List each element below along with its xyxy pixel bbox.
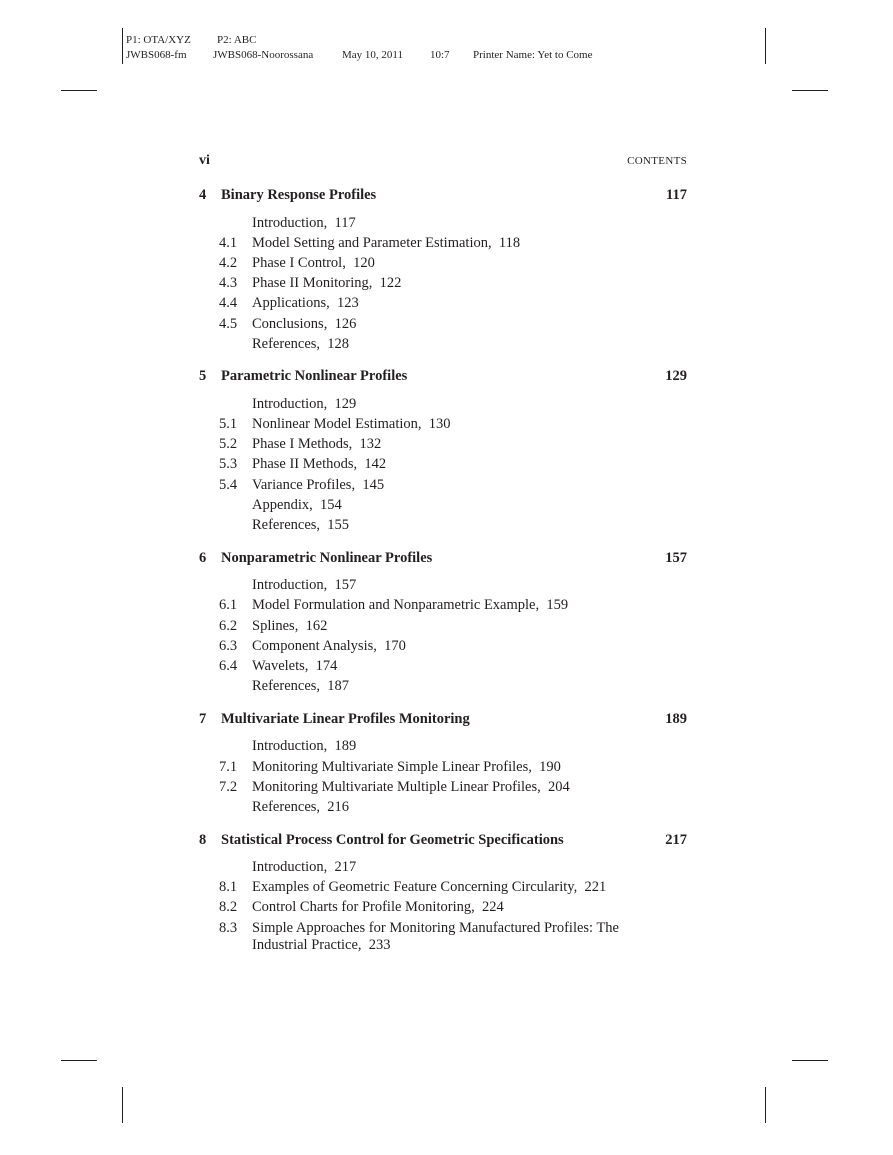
toc-entry[interactable]: [199, 334, 687, 354]
section-title: Introduction, 157: [252, 577, 357, 594]
chapter-page: 189: [665, 710, 687, 727]
section-title: Component Analysis, 170: [252, 637, 406, 654]
toc-entry[interactable]: [199, 677, 687, 697]
toc-entry[interactable]: [199, 455, 687, 475]
slug-file: JWBS068-fm: [126, 49, 187, 61]
slug-time: 10:7: [430, 49, 450, 61]
section-title: Variance Profiles, 145: [252, 476, 385, 493]
chapter-number: 4: [199, 187, 207, 203]
section-number: 5.2: [219, 436, 238, 453]
toc-entry[interactable]: [199, 777, 687, 797]
section-title: Appendix, 154: [252, 496, 342, 513]
chapter-heading[interactable]: [199, 187, 687, 207]
section-number: 5.3: [219, 456, 238, 473]
toc-entry[interactable]: [199, 314, 687, 334]
section-title: Introduction, 189: [252, 738, 357, 755]
slug-printer: Printer Name: Yet to Come: [473, 49, 593, 61]
section-title: Introduction, 217: [252, 859, 357, 876]
section-number: 8.3: [219, 919, 238, 936]
toc-chapter: [199, 832, 687, 956]
chapter-number: 7: [199, 710, 207, 727]
chapter-page: 217: [665, 831, 687, 848]
running-head-section: CONTENTS: [627, 155, 687, 167]
toc-entry[interactable]: [199, 394, 687, 414]
toc-entry[interactable]: [199, 213, 687, 233]
toc-entry[interactable]: [199, 797, 687, 817]
section-title: Introduction, 117: [252, 214, 356, 231]
section-number: 4.2: [219, 254, 238, 271]
chapter-heading[interactable]: [199, 368, 687, 388]
slug-line-1: [126, 33, 592, 48]
section-title: Control Charts for Profile Monitoring, 224: [252, 899, 504, 916]
toc-chapter: [199, 550, 687, 697]
toc-entry[interactable]: [199, 757, 687, 777]
section-title: Wavelets, 174: [252, 657, 338, 674]
chapter-title: Binary Response Profiles: [221, 187, 377, 203]
toc-entry[interactable]: [199, 596, 687, 616]
table-of-contents: [199, 187, 687, 969]
crop-mark: [792, 90, 828, 91]
toc-entry[interactable]: [199, 253, 687, 273]
toc-entry[interactable]: [199, 878, 687, 898]
section-number: 6.1: [219, 597, 238, 614]
crop-mark: [765, 28, 766, 64]
section-number: 4.5: [219, 315, 238, 332]
section-title: Examples of Geometric Feature Concerning Circularity, 221: [252, 879, 607, 896]
section-title: Phase I Methods, 132: [252, 436, 382, 453]
crop-mark: [792, 1060, 828, 1061]
section-title: Model Setting and Parameter Estimation, 118: [252, 234, 521, 251]
toc-entry[interactable]: [199, 233, 687, 253]
section-number: 4.4: [219, 295, 238, 312]
section-title: Phase I Control, 120: [252, 254, 375, 271]
chapter-title: Parametric Nonlinear Profiles: [221, 368, 408, 385]
chapter-number: 8: [199, 831, 207, 848]
section-number: 7.1: [219, 758, 238, 775]
crop-mark: [61, 90, 97, 91]
toc-entry[interactable]: [199, 415, 687, 435]
chapter-title: Statistical Process Control for Geometric Specifications: [221, 831, 564, 848]
section-number: 4.1: [219, 234, 238, 251]
toc-chapter: [199, 711, 687, 818]
toc-chapter: [199, 368, 687, 535]
chapter-heading[interactable]: [199, 550, 687, 570]
section-title: Splines, 162: [252, 617, 328, 634]
crop-mark: [122, 1087, 123, 1123]
printer-slug: [126, 33, 592, 63]
toc-entry[interactable]: [199, 435, 687, 455]
section-number: 7.2: [219, 778, 238, 795]
section-title: Phase II Methods, 142: [252, 456, 387, 473]
section-number: 5.4: [219, 476, 238, 493]
section-title: Monitoring Multivariate Simple Linear Profiles, 190: [252, 758, 561, 775]
section-number: 8.2: [219, 899, 238, 916]
section-title: References, 187: [252, 678, 350, 695]
toc-chapter: [199, 187, 687, 354]
chapter-number: 5: [199, 368, 207, 385]
chapter-number: 6: [199, 549, 207, 566]
chapter-page: 117: [666, 187, 687, 203]
chapter-heading[interactable]: [199, 832, 687, 852]
toc-entry[interactable]: [199, 576, 687, 596]
toc-entry[interactable]: [199, 898, 687, 918]
section-title: References, 216: [252, 798, 350, 815]
section-number: 8.1: [219, 879, 238, 896]
section-title: Model Formulation and Nonparametric Example, 159: [252, 597, 569, 614]
crop-mark: [122, 28, 123, 64]
slug-proof-1: P1: OTA/XYZ: [126, 34, 191, 46]
section-number: 6.2: [219, 617, 238, 634]
running-head: [199, 153, 687, 171]
section-number: 6.3: [219, 637, 238, 654]
page-number: vi: [199, 153, 210, 168]
chapter-heading[interactable]: [199, 711, 687, 731]
section-title: Phase II Monitoring, 122: [252, 275, 402, 292]
toc-entry[interactable]: [199, 294, 687, 314]
toc-entry[interactable]: [199, 274, 687, 294]
section-title: Introduction, 129: [252, 395, 357, 412]
section-title: Nonlinear Model Estimation, 130: [252, 416, 451, 433]
crop-mark: [61, 1060, 97, 1061]
toc-entry[interactable]: [199, 656, 687, 676]
toc-entry[interactable]: [199, 616, 687, 636]
toc-entry[interactable]: [199, 495, 687, 515]
section-title: Applications, 123: [252, 295, 359, 312]
slug-proof-2: P2: ABC: [217, 34, 257, 46]
section-title: References, 155: [252, 517, 350, 534]
section-title: Monitoring Multivariate Multiple Linear Profiles, 204: [252, 778, 570, 795]
section-number: 5.1: [219, 416, 238, 433]
chapter-title: Multivariate Linear Profiles Monitoring: [221, 710, 470, 727]
section-title: Conclusions, 126: [252, 315, 357, 332]
section-title: References, 128: [252, 335, 350, 352]
toc-entry[interactable]: [199, 636, 687, 656]
toc-entry[interactable]: [199, 858, 687, 878]
toc-entry[interactable]: [199, 918, 687, 955]
slug-line-2: [126, 48, 592, 63]
toc-entry[interactable]: [199, 475, 687, 495]
toc-entry[interactable]: [199, 737, 687, 757]
crop-mark: [765, 1087, 766, 1123]
chapter-page: 157: [665, 549, 687, 566]
section-number: 6.4: [219, 657, 238, 674]
chapter-title: Nonparametric Nonlinear Profiles: [221, 549, 433, 566]
chapter-page: 129: [665, 368, 687, 385]
section-title: Simple Approaches for Monitoring Manufactured Profiles: The Industrial Practice, 233: [252, 919, 619, 953]
slug-date: May 10, 2011: [342, 49, 404, 61]
section-number: 4.3: [219, 275, 238, 292]
toc-entry[interactable]: [199, 515, 687, 535]
slug-book: JWBS068-Noorossana: [213, 49, 314, 61]
